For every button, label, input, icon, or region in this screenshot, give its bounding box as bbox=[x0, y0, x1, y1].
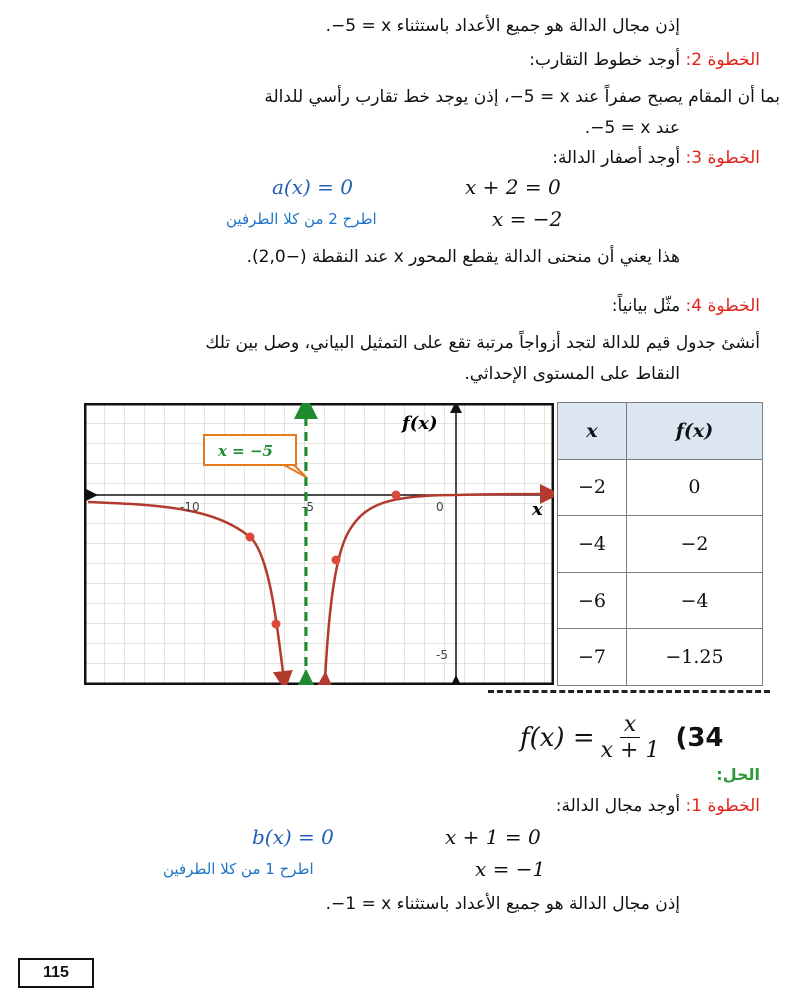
step3-heading bbox=[552, 148, 760, 168]
x-axis-label: x bbox=[532, 499, 543, 520]
tick-label-m10: -10 bbox=[180, 500, 200, 514]
graph-instruction-1: أنشئ جدول قيم للدالة لتجد أزواجاً مرتبة تقع على التمثيل البياني، وصل بين تلك bbox=[205, 333, 760, 353]
solution-label: الحل: bbox=[716, 765, 760, 784]
y-axis-label: f(x) bbox=[402, 413, 438, 434]
step1-label: الخطوة 1: bbox=[685, 796, 760, 816]
zeros-eq1-right: x + 2 = 0 bbox=[465, 175, 561, 199]
function-graph bbox=[84, 403, 554, 685]
function-lhs: f(x) = bbox=[520, 722, 595, 753]
values-table bbox=[557, 402, 763, 686]
table-cell: −6 bbox=[558, 572, 627, 629]
asymptote-label: x = −5 bbox=[218, 442, 273, 460]
point-minus4-minus2 bbox=[332, 556, 341, 565]
step2-text: أوجد خطوط التقارب: bbox=[529, 50, 686, 70]
asymptote-line-2: عند ‎−5 = x‎. bbox=[584, 118, 680, 138]
domain-conclusion: إذن مجال الدالة هو جميع الأعداد باستثناء ‎−1 = x‎. bbox=[325, 894, 680, 914]
table-row bbox=[558, 459, 763, 516]
step4-label: الخطوة 4: bbox=[685, 296, 760, 316]
function-fraction bbox=[601, 712, 660, 763]
domain-eq1-right: x + 1 = 0 bbox=[445, 825, 541, 849]
table-row bbox=[558, 572, 763, 629]
step2-heading bbox=[529, 50, 760, 70]
asymptote-line-1: بما أن المقام يصبح صفراً عند ‎−5 = x‎، إذن يوجد خط تقارب رأسي للدالة bbox=[264, 87, 780, 107]
fraction-numerator: x bbox=[620, 712, 640, 738]
table-header-x: x bbox=[558, 403, 627, 460]
point-minus7-minus1-25 bbox=[246, 533, 255, 542]
table-cell: 0 bbox=[626, 459, 762, 516]
table-row bbox=[558, 516, 763, 573]
table-cell: −2 bbox=[626, 516, 762, 573]
problem-number: (34 bbox=[675, 722, 724, 753]
table-cell: −7 bbox=[558, 629, 627, 686]
table-cell: −4 bbox=[558, 516, 627, 573]
tick-label-m5: -5 bbox=[302, 500, 314, 514]
table-header-row bbox=[558, 403, 763, 460]
table-cell: −4 bbox=[626, 572, 762, 629]
grid bbox=[84, 403, 554, 685]
table-header-fx: f(x) bbox=[626, 403, 762, 460]
table-cell: −1.25 bbox=[626, 629, 762, 686]
step2-label: الخطوة 2: bbox=[685, 50, 760, 70]
domain-conclusion-prev: إذن مجال الدالة هو جميع الأعداد باستثناء ‎−5 = x‎. bbox=[325, 16, 680, 36]
domain-eq2: x = −1 bbox=[475, 857, 546, 881]
step3-label: الخطوة 3: bbox=[685, 148, 760, 168]
graph-instruction-2: النقاط على المستوى الإحداثي. bbox=[464, 364, 680, 384]
step4-text: مثّل بيانياً: bbox=[611, 296, 686, 316]
step1-text: أوجد مجال الدالة: bbox=[555, 796, 686, 816]
point-minus6-minus4 bbox=[272, 620, 281, 629]
zeros-meaning: هذا يعني أن منحنى الدالة يقطع المحور x عند النقطة (−2,0). bbox=[246, 247, 680, 267]
domain-eq1-left: b(x) = 0 bbox=[252, 825, 334, 849]
step3-text: أوجد أصفار الدالة: bbox=[552, 148, 686, 168]
page-number: 115 bbox=[18, 958, 94, 988]
step1-heading bbox=[556, 796, 760, 816]
tick-label-y-m5: -5 bbox=[436, 648, 448, 662]
fraction-denominator: x + 1 bbox=[600, 738, 660, 763]
zeros-note: اطرح 2 من كلا الطرفين bbox=[226, 210, 377, 228]
domain-note: اطرح 1 من كلا الطرفين bbox=[163, 860, 314, 878]
table-cell: −2 bbox=[558, 459, 627, 516]
table-row bbox=[558, 629, 763, 686]
problem-34-function bbox=[520, 712, 724, 763]
step4-heading bbox=[612, 296, 760, 316]
tick-label-0: 0 bbox=[436, 500, 444, 514]
section-divider bbox=[488, 690, 770, 693]
zeros-eq2: x = −2 bbox=[492, 207, 563, 231]
zeros-eq1-left: a(x) = 0 bbox=[272, 175, 354, 199]
point-minus2-0 bbox=[392, 491, 401, 500]
